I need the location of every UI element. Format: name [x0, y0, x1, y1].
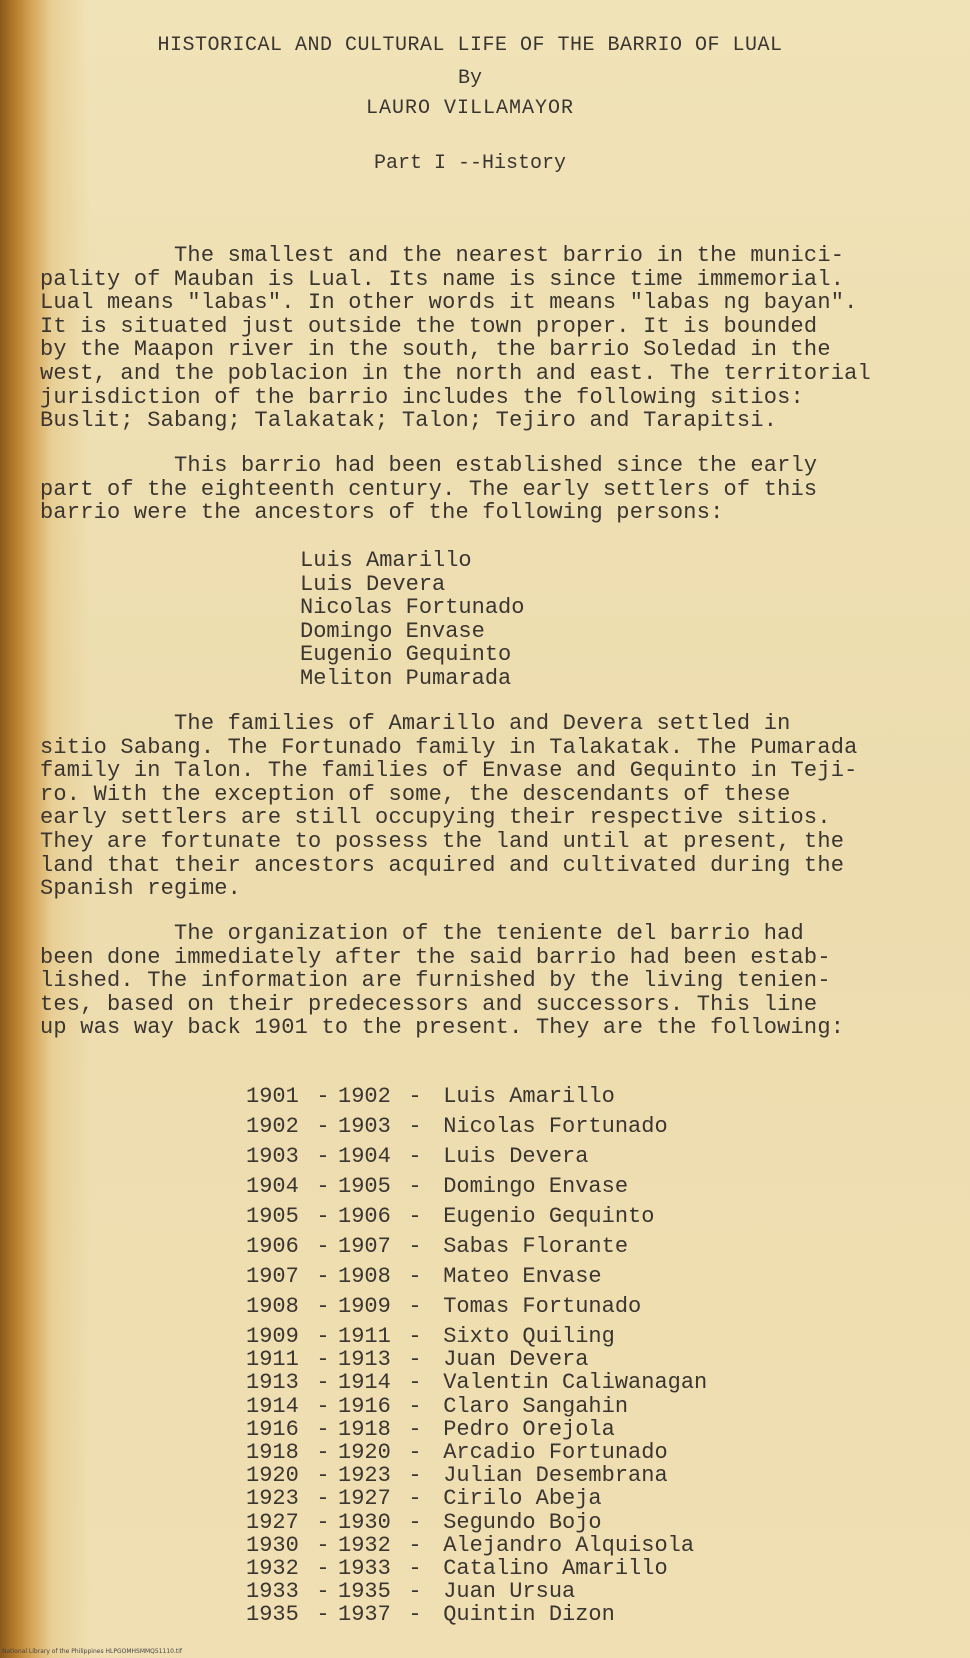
- list-item: 1918 - 1920 - Arcadio Fortunado: [246, 1439, 668, 1465]
- term-start: 1927: [246, 1509, 299, 1535]
- teniente-name: Cirilo Abeja: [443, 1486, 602, 1512]
- term-start: 1913: [246, 1370, 299, 1396]
- document-title: HISTORICAL AND CULTURAL LIFE OF THE BARRIO OF LUAL: [157, 34, 783, 57]
- term-end: 1902: [338, 1084, 391, 1109]
- term-start: 1916: [246, 1416, 299, 1442]
- list-item: 1902 - 1903 - Nicolas Fortunado: [246, 1114, 668, 1139]
- teniente-name: Arcadio Fortunado: [443, 1439, 668, 1465]
- list-item: 1923 - 1927 - Cirilo Abeja: [246, 1486, 602, 1512]
- teniente-name: Valentin Caliwanagan: [443, 1370, 708, 1396]
- teniente-name: Luis Amarillo: [443, 1084, 615, 1109]
- list-item: 1901 - 1902 - Luis Amarillo: [246, 1084, 615, 1109]
- term-end: 1903: [338, 1114, 391, 1139]
- list-item: 1906 - 1907 - Sabas Florante: [246, 1234, 629, 1259]
- list-item: 1932 - 1933 - Catalino Amarillo: [246, 1555, 668, 1581]
- term-end: 1918: [338, 1416, 391, 1442]
- list-item: 1909 - 1911 - Sixto Quiling: [246, 1324, 615, 1349]
- term-end: 1932: [338, 1532, 391, 1558]
- term-start: 1920: [246, 1463, 299, 1489]
- byline-label: By: [457, 67, 482, 90]
- teniente-name: Luis Devera: [443, 1144, 589, 1169]
- teniente-name: Domingo Envase: [443, 1174, 629, 1199]
- term-end: 1935: [338, 1579, 391, 1605]
- teniente-name: Juan Devera: [443, 1347, 589, 1373]
- teniente-name: Juan Ursua: [443, 1579, 576, 1605]
- list-item: 1916 - 1918 - Pedro Orejola: [246, 1416, 615, 1442]
- term-end: 1916: [338, 1393, 391, 1419]
- term-end: 1911: [338, 1324, 391, 1349]
- term-end: 1907: [338, 1234, 391, 1259]
- list-item: Nicolas Fortunado: [300, 595, 525, 621]
- term-end: 1930: [338, 1509, 391, 1535]
- tenientes-list: [246, 1084, 708, 1628]
- list-item: 1905 - 1906 - Eugenio Gequinto: [246, 1204, 655, 1229]
- teniente-name: Eugenio Gequinto: [443, 1204, 655, 1229]
- term-start: 1907: [246, 1264, 299, 1289]
- term-end: 1920: [338, 1439, 391, 1465]
- list-item: 1930 - 1932 - Alejandro Alquisola: [246, 1532, 695, 1558]
- teniente-name: Quintin Dizon: [443, 1602, 615, 1628]
- term-end: 1914: [338, 1370, 391, 1396]
- teniente-name: Julian Desembrana: [443, 1463, 668, 1489]
- term-end: 1904: [338, 1144, 391, 1169]
- list-item: Luis Devera: [300, 571, 446, 597]
- term-start: 1932: [246, 1555, 299, 1581]
- term-end: 1937: [338, 1602, 391, 1628]
- list-item: 1913 - 1914 - Valentin Caliwanagan: [246, 1370, 708, 1396]
- paragraph-tenientes: The organization of the teniente del barrio had been done immediately after the said barrio had been estab- lished. The information are furnished by the living tenien- tes, based on their predecessors and successors. This line up was way back 1901 to the present. They are the following:: [40, 921, 845, 1041]
- term-start: 1911: [246, 1347, 299, 1373]
- term-end: 1927: [338, 1486, 391, 1512]
- teniente-name: Sixto Quiling: [443, 1324, 615, 1349]
- list-item: 1907 - 1908 - Mateo Envase: [246, 1264, 602, 1289]
- paragraph-establishment: This barrio had been established since the early part of the eighteenth century. The early settlers of this barrio were the ancestors of the following persons:: [40, 453, 818, 526]
- list-item: 1927 - 1930 - Segundo Bojo: [246, 1509, 602, 1535]
- list-item: 1908 - 1909 - Tomas Fortunado: [246, 1294, 642, 1319]
- teniente-name: Sabas Florante: [443, 1234, 629, 1259]
- term-start: 1933: [246, 1579, 299, 1605]
- term-end: 1923: [338, 1463, 391, 1489]
- term-start: 1930: [246, 1532, 299, 1558]
- list-item: 1904 - 1905 - Domingo Envase: [246, 1174, 629, 1199]
- term-start: 1923: [246, 1486, 299, 1512]
- teniente-name: Mateo Envase: [443, 1264, 602, 1289]
- teniente-name: Catalino Amarillo: [443, 1555, 668, 1581]
- list-item: 1903 - 1904 - Luis Devera: [246, 1144, 589, 1169]
- teniente-name: Segundo Bojo: [443, 1509, 602, 1535]
- list-item: Eugenio Gequinto: [300, 642, 512, 668]
- term-end: 1908: [338, 1264, 391, 1289]
- term-start: 1901: [246, 1084, 299, 1109]
- term-start: 1935: [246, 1602, 299, 1628]
- list-item: Meliton Pumarada: [300, 665, 512, 691]
- scan-footer: National Library of the Philippines HLPGOMHSMMQ51110.tif: [2, 1648, 183, 1655]
- list-item: 1920 - 1923 - Julian Desembrana: [246, 1463, 668, 1489]
- list-item: Luis Amarillo: [300, 548, 472, 573]
- author-name: LAURO VILLAMAYOR: [365, 97, 575, 120]
- term-start: 1902: [246, 1114, 299, 1139]
- part-heading: Part I --History: [373, 152, 567, 175]
- term-start: 1903: [246, 1144, 299, 1169]
- list-item: 1933 - 1935 - Juan Ursua: [246, 1579, 576, 1605]
- early-settlers-list: [300, 549, 524, 691]
- teniente-name: Nicolas Fortunado: [443, 1114, 668, 1139]
- list-item: 1914 - 1916 - Claro Sangahin: [246, 1393, 629, 1419]
- term-start: 1914: [246, 1393, 299, 1419]
- teniente-name: Alejandro Alquisola: [443, 1532, 695, 1558]
- term-start: 1908: [246, 1294, 299, 1319]
- term-end: 1913: [338, 1347, 391, 1373]
- teniente-name: Claro Sangahin: [443, 1393, 629, 1419]
- term-end: 1909: [338, 1294, 391, 1319]
- teniente-name: Tomas Fortunado: [443, 1294, 642, 1319]
- paragraph-location: The smallest and the nearest barrio in the munici- pality of Mauban is Lual. Its name is since time immemorial. Lual means "labas". In other words it means "labas ng bayan". It is situated just outside the town proper. It is bounded by the Maapon river in the south, the barrio Soledad in the west, and the poblacion in the north and east. The territorial jurisdiction of the barrio includes the following sitios: Buslit; Sabang; Talakatak; Talon; Tejiro and Tarapitsi.: [40, 243, 871, 434]
- term-start: 1906: [246, 1234, 299, 1259]
- teniente-name: Pedro Orejola: [443, 1416, 615, 1442]
- term-end: 1933: [338, 1555, 391, 1581]
- term-end: 1905: [338, 1174, 391, 1199]
- term-start: 1909: [246, 1324, 299, 1349]
- list-item: Domingo Envase: [300, 618, 485, 644]
- list-item: 1911 - 1913 - Juan Devera: [246, 1347, 589, 1373]
- term-start: 1918: [246, 1439, 299, 1465]
- term-start: 1905: [246, 1204, 299, 1229]
- term-end: 1906: [338, 1204, 391, 1229]
- paragraph-families: The families of Amarillo and Devera settled in sitio Sabang. The Fortunado family in Talakatak. The Pumarada family in Talon. The families of Envase and Gequinto in Teji- ro. With the exception of some, the descendants of these early settlers are still occupying their respective sitios. They are fortunate to possess the land until at present, the land that their ancestors acquired and cultivated during the Spanish regime.: [40, 711, 858, 902]
- term-start: 1904: [246, 1174, 299, 1199]
- list-item: 1935 - 1937 - Quintin Dizon: [246, 1602, 615, 1628]
